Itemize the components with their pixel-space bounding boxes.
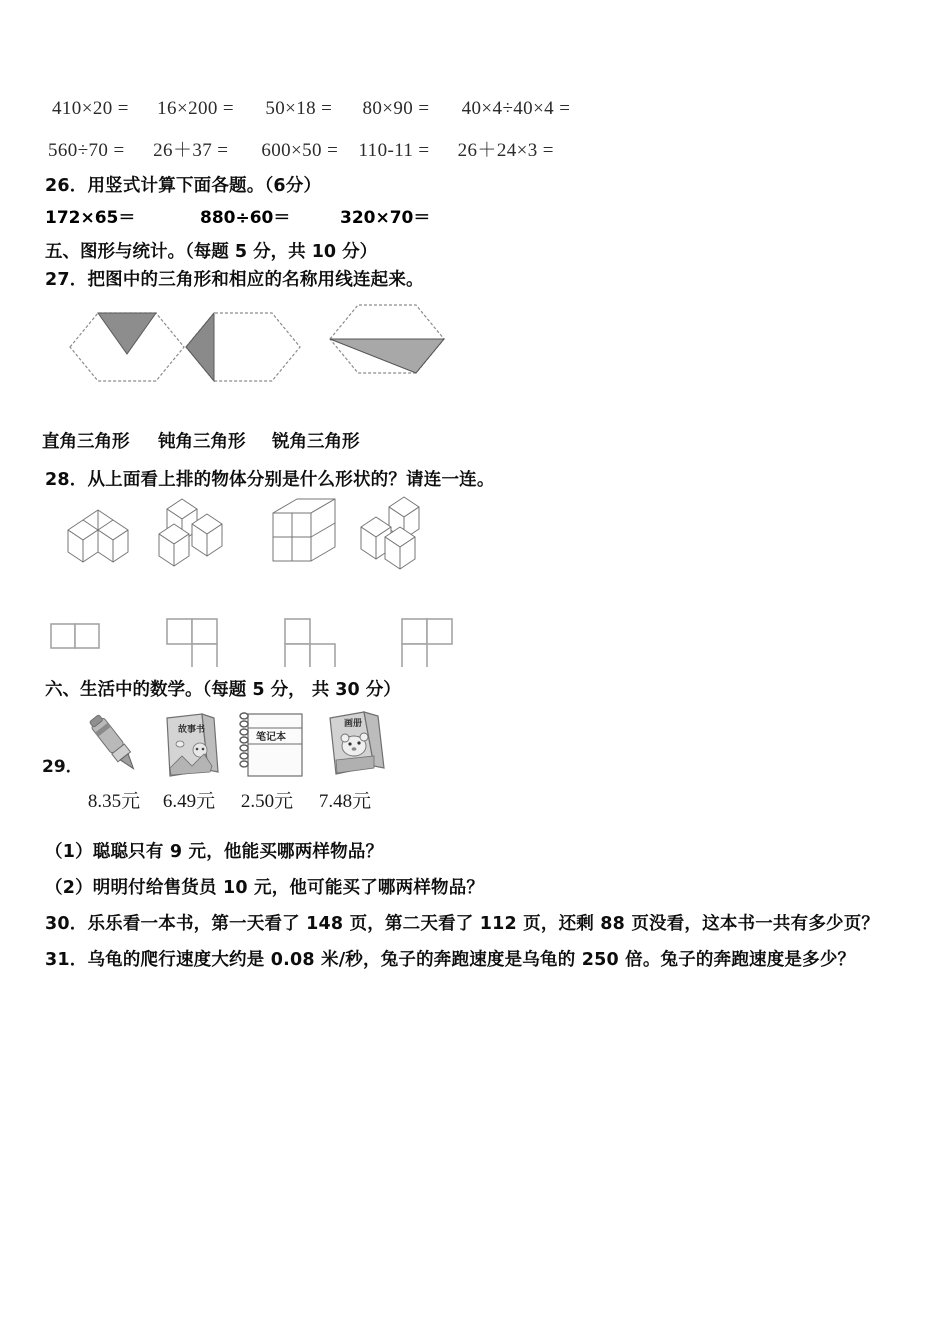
picture-album-icon	[330, 712, 384, 774]
price-pen: 8.35元	[87, 791, 141, 812]
story-book-cover-text: 故事书	[178, 725, 206, 735]
notebook-cover-text: 笔记本	[256, 732, 286, 743]
oral-calc-item: 16×200 =	[157, 98, 235, 119]
oral-calc-item: 50×18 =	[265, 98, 333, 119]
oral-calc-item: 110‑11 =	[358, 140, 430, 161]
question-29-product-images	[82, 710, 402, 782]
picture-album-cover-text: 画册	[344, 719, 363, 729]
oral-calc-item: 26＋24×3 =	[457, 140, 554, 161]
topview-shape-2	[167, 619, 217, 667]
triangle-name-acute: 锐角三角形	[272, 432, 360, 452]
topview-shape-4	[402, 619, 452, 667]
solid-figure-3	[273, 499, 335, 561]
question-29-sub-1: （1）聪聪只有 9 元，他能买哪两样物品？	[45, 842, 384, 862]
oral-calc-item: 560÷70 =	[48, 140, 125, 161]
question-31: 31．乌龟的爬行速度大约是 0.08 米/秒，兔子的奔跑速度是乌龟的 250 倍。兔子的奔跑速度是多少？	[45, 950, 856, 970]
oral-calc-row-1	[52, 98, 570, 120]
question-26-problem-1: 172×65＝	[45, 208, 136, 228]
price-picture-album: 7.48元	[318, 791, 372, 812]
question-28-prompt: 28．从上面看上排的物体分别是什么形状的？请连一连。	[45, 470, 495, 490]
notebook-icon	[240, 713, 302, 776]
question-26-problem-2: 880÷60＝	[200, 208, 291, 228]
hexagon-figure-3	[330, 305, 444, 373]
solid-figure-2	[159, 499, 222, 566]
question-28-solid-figures	[45, 493, 465, 578]
topview-shape-3	[285, 619, 335, 667]
story-book-icon	[167, 714, 218, 776]
price-story-book: 6.49元	[162, 791, 216, 812]
oral-calc-row-2	[48, 135, 554, 162]
solid-figure-1	[68, 510, 128, 562]
price-notebook: 2.50元	[240, 791, 294, 812]
section-6-heading: 六、生活中的数学。（每题 5 分， 共 30 分）	[45, 680, 401, 700]
oral-calc-item: 410×20 =	[52, 98, 129, 119]
section-5-heading: 五、图形与统计。（每题 5 分，共 10 分）	[45, 242, 378, 262]
oral-calc-item: 40×4÷40×4 =	[461, 98, 571, 119]
hexagon-figure-2	[186, 313, 300, 381]
question-29-number: 29．	[42, 757, 83, 777]
solid-figure-4	[361, 497, 419, 569]
question-26-prompt: 26．用竖式计算下面各题。（6分）	[45, 176, 322, 196]
triangle-name-right: 直角三角形	[42, 432, 130, 452]
oral-calc-item: 26＋37 =	[153, 140, 229, 161]
triangle-name-obtuse: 钝角三角形	[158, 432, 246, 452]
hexagon-figure-1	[70, 313, 184, 381]
pen-icon	[88, 713, 140, 773]
question-30: 30．乐乐看一本书，第一天看了 148 页，第二天看了 112 页，还剩 88 页没看，这本书一共有多少页？	[45, 914, 880, 934]
topview-shape-1	[51, 624, 99, 648]
question-27-figures	[40, 292, 460, 392]
question-27-prompt: 27．把图中的三角形和相应的名称用线连起来。	[45, 270, 424, 290]
question-26-problem-3: 320×70＝	[340, 208, 431, 228]
question-29-sub-2: （2）明明付给售货员 10 元，他可能买了哪两样物品？	[45, 878, 485, 898]
oral-calc-item: 600×50 =	[261, 140, 339, 161]
question-28-topview-figures	[40, 605, 470, 667]
oral-calc-item: 80×90 =	[362, 98, 430, 119]
